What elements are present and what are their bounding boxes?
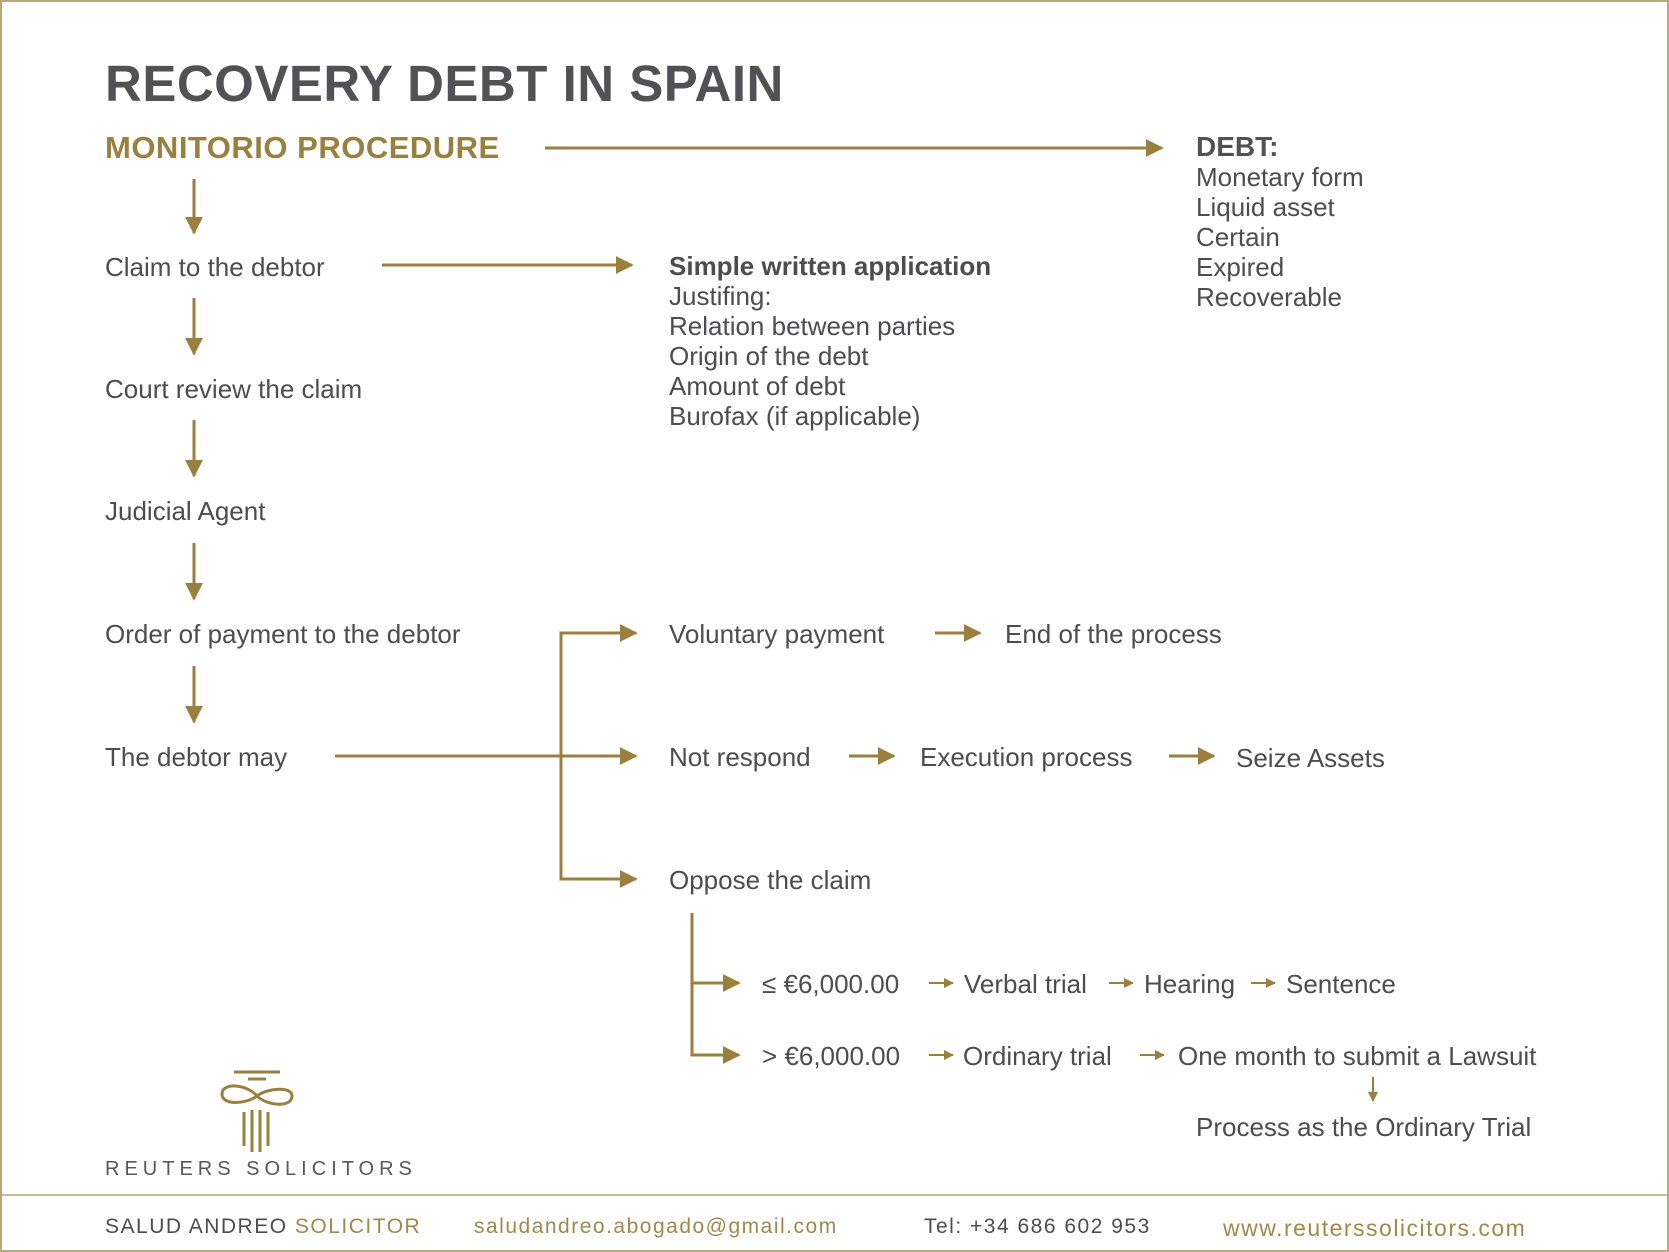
application-item: Burofax (if applicable) (669, 401, 921, 431)
application-requirements (669, 251, 991, 431)
step-court-review: Court review the claim (105, 374, 363, 404)
footer-name: SALUD ANDREO (105, 1215, 288, 1238)
outcome-execution-process: Execution process (920, 742, 1133, 772)
application-item: Relation between parties (669, 311, 956, 341)
high-branch-lawsuit-deadline: One month to submit a Lawsuit (1178, 1041, 1537, 1071)
outcome-voluntary-payment: Voluntary payment (669, 619, 885, 649)
footer-role: SOLICITOR (294, 1215, 422, 1238)
debt-item: Monetary form (1196, 162, 1364, 192)
high-branch-result: Process as the Ordinary Trial (1196, 1112, 1532, 1142)
step-debtor-may: The debtor may (105, 742, 288, 772)
debt-definition (1196, 132, 1364, 312)
debt-heading: DEBT: (1196, 131, 1279, 162)
footer-email-link[interactable]: saludandreo.abogado@gmail.com (474, 1215, 838, 1238)
low-branch-verbal-trial: Verbal trial (964, 969, 1087, 999)
step-judicial-agent: Judicial Agent (105, 496, 266, 526)
low-branch-hearing: Hearing (1144, 969, 1236, 999)
outcome-not-respond: Not respond (669, 742, 811, 772)
footer-phone: Tel: +34 686 602 953 (924, 1215, 1151, 1238)
procedure-subtitle: MONITORIO PROCEDURE (105, 130, 500, 165)
low-branch-amount: ≤ €6,000.00 (762, 969, 900, 999)
high-branch-ordinary-trial: Ordinary trial (963, 1041, 1112, 1071)
application-item: Origin of the debt (669, 341, 869, 371)
step-claim: Claim to the debtor (105, 252, 325, 282)
footer-divider (2, 1194, 1667, 1196)
application-item: Justifing: (669, 281, 772, 311)
brand-name: REUTERS SOLICITORS (105, 1158, 417, 1180)
column-logo-icon (202, 1066, 312, 1156)
debt-item: Expired (1196, 252, 1285, 282)
step-order-of-payment: Order of payment to the debtor (105, 619, 461, 649)
page-title: RECOVERY DEBT IN SPAIN (105, 55, 784, 112)
outcome-seize-assets: Seize Assets (1236, 743, 1385, 773)
footer-contact-name (105, 1215, 421, 1239)
low-branch-sentence: Sentence (1286, 969, 1396, 999)
outcome-end-of-process: End of the process (1005, 619, 1222, 649)
high-branch-amount: > €6,000.00 (762, 1041, 901, 1071)
debt-item: Liquid asset (1196, 192, 1335, 222)
debt-item: Certain (1196, 222, 1280, 252)
outcome-oppose-claim: Oppose the claim (669, 865, 872, 895)
application-item: Amount of debt (669, 371, 846, 401)
application-heading: Simple written application (669, 251, 992, 281)
debt-item: Recoverable (1196, 282, 1342, 312)
footer-website-link[interactable]: www.reuterssolicitors.com (1223, 1215, 1527, 1241)
